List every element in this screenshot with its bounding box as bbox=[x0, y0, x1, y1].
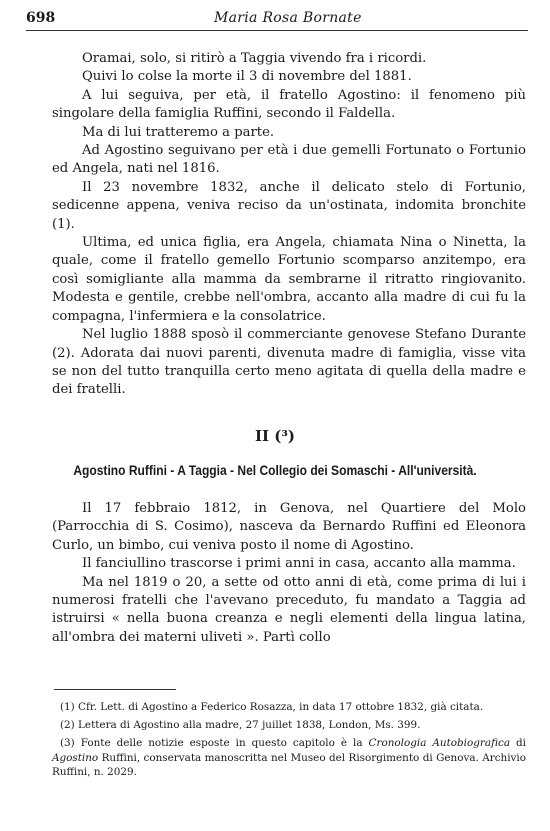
paragraph: Il 17 febbraio 1812, in Genova, nel Quartiere del Molo (Parrocchia di S. Cosimo), nasceva da Bernardo Ruffini ed Eleonora Curlo, un bimbo, cui veniva posto il nome di Agostino. bbox=[52, 501, 526, 553]
section-number: II (³) bbox=[254, 427, 296, 445]
footnote-3 bbox=[52, 736, 526, 779]
paragraph: A lui seguiva, per età, il fratello Agostino: il fenomeno più singolare della famiglia Ruffini, secondo il Faldella. bbox=[52, 87, 526, 122]
paragraph: Ad Agostino seguivano per età i due gemelli Fortunato o Fortunio ed Angela, nati nel 1816. bbox=[52, 143, 526, 177]
page-header bbox=[26, 10, 520, 32]
paragraph: Il fanciullino trascorse i primi anni in casa, accanto alla mamma. bbox=[82, 556, 516, 572]
footnote-1: (1) Cfr. Lett. di Agostino a Federico Rosazza, in data 17 ottobre 1832, già citata. bbox=[60, 701, 484, 713]
footnote-2: (2) Lettera di Agostino alla madre, 27 juillet 1838, London, Ms. 399. bbox=[60, 719, 421, 732]
paragraph: Oramai, solo, si ritirò a Taggia vivendo fra i ricordi. bbox=[82, 51, 427, 66]
paragraph: Nel luglio 1888 sposò il commerciante genovese Stefano Durante (2). Adorata dai nuovi parenti, divenuta madre di famiglia, visse vita se non del tutto tranquilla certo meno agitata di quella della madre e dei fratelli. bbox=[52, 327, 526, 398]
footnote-3-italic: Agostino bbox=[52, 751, 99, 764]
body-text-top bbox=[52, 50, 526, 400]
paragraph: Ma di lui tratteremo a parte. bbox=[82, 124, 275, 140]
footnote-3-text: (3) Fonte delle notizie esposte in questo capitolo è la bbox=[60, 737, 369, 750]
footnote-3-italic: Cronologia Autobiografica bbox=[368, 737, 511, 750]
paragraph: Quivi lo colse la morte il 3 di novembre del 1881. bbox=[82, 69, 412, 85]
section-title: Agostino Ruffini - A Taggia - Nel Collegio dei Somaschi - All'università. bbox=[73, 462, 477, 478]
page-number: 698 bbox=[26, 10, 56, 26]
footnote-3-text: Ruffini, conservata manoscritta nel Museo del Risorgimento di Genova. Archivio Ruffini, n. 2029. bbox=[52, 751, 526, 778]
running-title: Maria Rosa Bornate bbox=[214, 10, 362, 26]
footnote-3-text: di bbox=[510, 737, 526, 750]
paragraph: Ultima, ed unica figlia, era Angela, chiamata Nina o Ninetta, la quale, come il fratello gemello Fortunio scomparso anzitempo, era così somigliante alla mamma da sembrarne il ritratto ringiovanito. Modesta e gentile, crebbe nell'ombra, accanto alla madre di cui fu la compagna, l'infermiera e la consolatrice. bbox=[52, 235, 526, 324]
paragraph: Il 23 novembre 1832, anche il delicato stelo di Fortunio, sedicenne appena, veniva reciso da un'ostinata, indomita bronchite (1). bbox=[52, 179, 526, 232]
body-text-bottom bbox=[52, 500, 526, 647]
header-rule bbox=[26, 30, 528, 31]
footnote-rule bbox=[54, 689, 176, 690]
paragraph: Ma nel 1819 o 20, a sette od otto anni di età, come prima di lui i numerosi fratelli che l'avevano preceduto, fu mandato a Taggia ad istruirsi « nella buona creanza e negli elementi della lingua latina, all'ombra dei materni uliveti ». Partì collo bbox=[52, 574, 526, 645]
footnotes bbox=[52, 700, 526, 783]
